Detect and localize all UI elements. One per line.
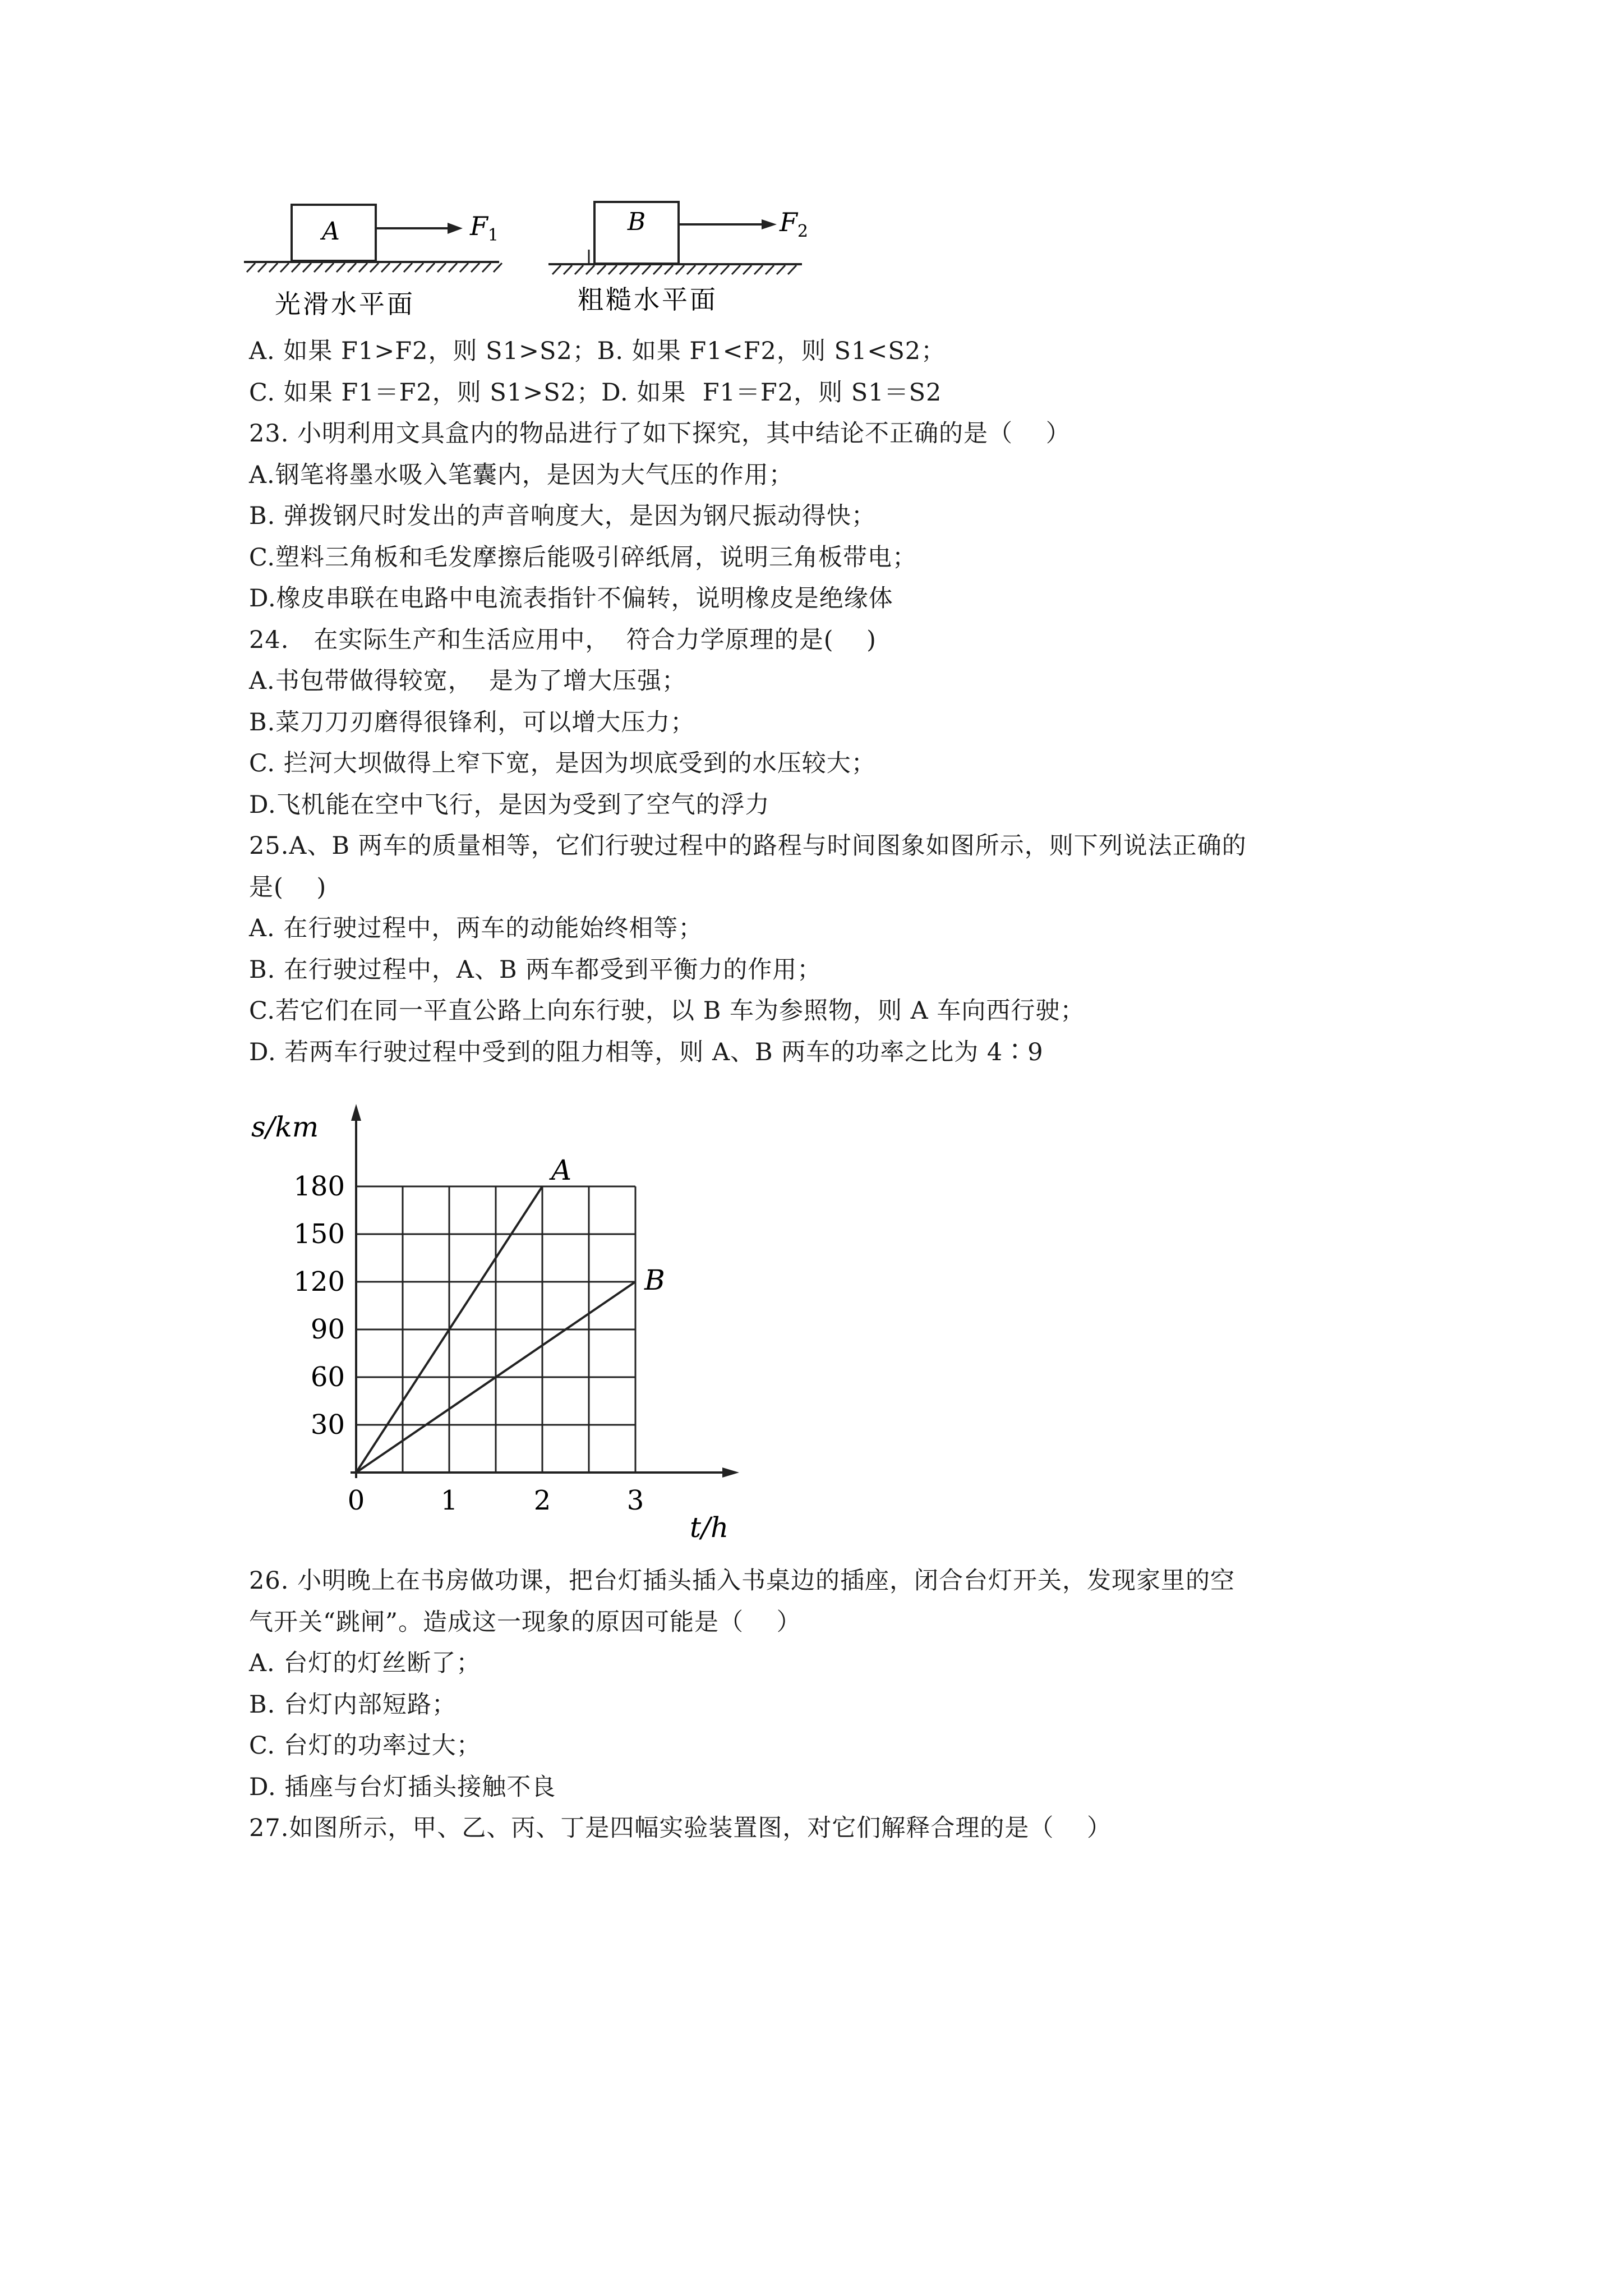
- q23-option-d: D.橡皮串联在电路中电流表指针不偏转，说明橡皮是绝缘体: [249, 585, 893, 613]
- q24-option-c: C. 拦河大坝做得上窄下宽，是因为坝底受到的水压较大；: [249, 749, 876, 777]
- series-label-a: A: [551, 1154, 572, 1186]
- q26-option-a: A. 台灯的灯丝断了；: [249, 1649, 481, 1677]
- q25-option-b: B. 在行驶过程中，A、B 两车都受到平衡力的作用；: [249, 956, 822, 984]
- chart-tick-labels: [293, 1171, 644, 1516]
- svg-text:F2: [779, 207, 808, 241]
- q23-option-a: A.钢笔将墨水吸入笔囊内，是因为大气压的作用；: [249, 461, 794, 489]
- chart-grid: [356, 1186, 635, 1473]
- q22-option-line-2: C. 如果 F1＝F2，则 S1>S2；D. 如果 F1＝F2，则 S1＝S2: [249, 379, 942, 407]
- y-tick-label: 180: [293, 1171, 345, 1202]
- force-a-label: F: [470, 211, 488, 241]
- q26-option-b: B. 台灯内部短路；: [249, 1691, 457, 1719]
- x-axis-arrowhead: [722, 1467, 739, 1478]
- distance-time-chart: [247, 1099, 763, 1548]
- surface-b-hatching: [552, 265, 796, 274]
- svg-text:F1: [469, 211, 499, 245]
- surface-a-hatching: [247, 263, 502, 272]
- block-a-diagram: [244, 205, 502, 319]
- chart-x-axis-label: t/h: [690, 1511, 729, 1544]
- x-tick-label: 0: [347, 1485, 365, 1516]
- y-tick-label: 120: [293, 1266, 345, 1297]
- q25-stem-line-2: 是( ): [249, 873, 327, 901]
- surface-b-caption: 粗糙水平面: [578, 284, 718, 315]
- x-tick-label: 2: [533, 1485, 551, 1516]
- y-axis-arrowhead: [351, 1104, 361, 1121]
- series-label-b: B: [644, 1264, 665, 1296]
- block-b-diagram: [548, 202, 808, 315]
- friction-figure: [241, 194, 824, 328]
- surface-a-caption: 光滑水平面: [275, 289, 415, 319]
- force-b-subscript: 2: [797, 222, 809, 241]
- q23-option-b: B. 弹拨钢尺时发出的声音响度大，是因为钢尺振动得快；: [249, 502, 876, 530]
- y-tick-label: 60: [310, 1361, 345, 1393]
- force-b-label: F: [780, 207, 797, 237]
- x-tick-label: 1: [440, 1485, 458, 1516]
- force-b-arrowhead: [762, 219, 777, 229]
- chart-axes: [351, 1104, 739, 1478]
- y-tick-label: 150: [293, 1218, 345, 1250]
- y-tick-label: 90: [310, 1314, 345, 1345]
- q22-option-line-1: A. 如果 F1>F2，则 S1>S2；B. 如果 F1<F2，则 S1<S2；: [249, 337, 946, 365]
- q24-option-b: B.菜刀刀刃磨得很锋利，可以增大压力；: [249, 708, 695, 737]
- q25-option-a: A. 在行驶过程中，两车的动能始终相等；: [249, 914, 703, 942]
- q23-stem: 23. 小明利用文具盒内的物品进行了如下探究，其中结论不正确的是（ ）: [249, 420, 1071, 448]
- y-tick-label: 30: [310, 1409, 345, 1441]
- q26-stem-line-2: 气开关“跳闸”。造成这一现象的原因可能是（ ）: [249, 1608, 801, 1636]
- q23-option-c: C.塑料三角板和毛发摩擦后能吸引碎纸屑，说明三角板带电；: [249, 544, 917, 572]
- q25-stem-line-1: 25.A、B 两车的质量相等，它们行驶过程中的路程与时间图象如图所示，则下列说法正确的: [249, 832, 1247, 860]
- x-tick-label: 3: [626, 1485, 644, 1516]
- q24-option-a: A.书包带做得较宽， 是为了增大压强；: [249, 667, 687, 695]
- q26-stem-line-1: 26. 小明晚上在书房做功课，把台灯插头插入书桌边的插座，闭合台灯开关，发现家里的空: [249, 1567, 1235, 1595]
- chart-y-axis-label: s/km: [251, 1111, 319, 1143]
- block-a-label: A: [322, 217, 340, 246]
- force-a-arrowhead: [448, 223, 463, 234]
- force-a-subscript: 1: [487, 226, 499, 245]
- q24-stem: 24. 在实际生产和生活应用中， 符合力学原理的是( ): [249, 626, 877, 654]
- q24-option-d: D.飞机能在空中飞行，是因为受到了空气的浮力: [249, 791, 770, 819]
- q26-option-c: C. 台灯的功率过大；: [249, 1732, 481, 1760]
- q27-stem: 27.如图所示，甲、乙、丙、丁是四幅实验装置图，对它们解释合理的是（ ）: [249, 1814, 1112, 1842]
- q25-option-d: D. 若两车行驶过程中受到的阻力相等，则 A、B 两车的功率之比为 4∶9: [249, 1038, 1044, 1066]
- block-b-label: B: [627, 208, 646, 236]
- q25-option-c: C.若它们在同一平直公路上向东行驶，以 B 车为参照物，则 A 车向西行驶；: [249, 997, 1085, 1025]
- q26-option-d: D. 插座与台灯插头接触不良: [249, 1773, 556, 1801]
